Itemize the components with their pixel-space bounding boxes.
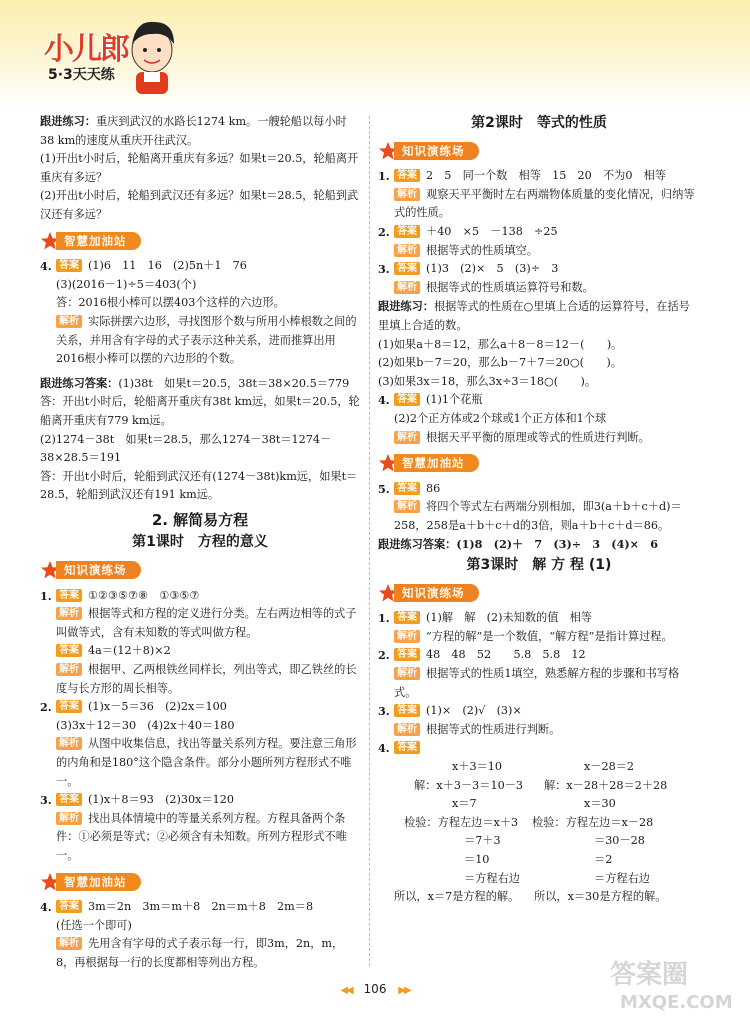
logo-title: 小儿郎 [44,32,128,67]
left-column [40,112,360,973]
eq-line: x＝30 [584,797,616,811]
practice-head: 跟进练习： [378,299,434,314]
eq-line: ＝方程右边 [594,871,650,885]
practice-q1: (1)开出t小时后，轮船离开重庆有多远？如果t＝20.5，轮船离开重庆有多远？ [40,152,359,184]
analysis-text: 实际拼摆六边形，寻找图形个数与所用小棒根数之间的关系，并用含有字母的式子表示这种关系，进而推算出用2016根小棒可以摆的六边形的个数。 [56,314,357,366]
eq-line: 所以，x＝30是方程的解。 [534,890,667,904]
answer-text: (1)x－5＝36 (2)2x＝100 [88,700,227,714]
answer-text: (1)6 11 16 (2)5n＋1 76 [88,259,247,273]
answer-text: ①②③⑤⑦⑧ ①③⑤⑦ [88,588,200,602]
analysis-text: 找出具体情境中的等量关系列方程。方程具备两个条件：①必须是等式；②必须含有未知数。所列方程形式不唯一。 [56,811,347,862]
practice-q2: (2)开出t小时后，轮船到武汉还有多远？如果t＝28.5，轮船到武汉还有多远？ [40,189,359,221]
unit-title: 2. 解简易方程 [151,510,249,529]
answer-text: (1)x＋8＝93 (2)30x＝120 [88,793,235,807]
watermark-logo: 答案圈 [610,960,689,990]
item-2 [40,698,360,791]
practice-head: 跟进练习： [40,114,96,128]
answer-tag: 答案 [394,393,420,406]
mascot-boy-icon [122,12,182,97]
analysis-tag: 解析 [56,315,82,328]
practice-q1: (1)如果a＋8＝12，那么a＋8－8＝12－( )。 [378,337,623,351]
analysis-tag: 解析 [56,812,82,825]
analysis-tag: 解析 [394,630,420,643]
analysis-tag: 解析 [56,737,82,750]
arrow-right-icon: ▶▶ [398,985,410,996]
analysis-text: “方程的解”是一个数值，“解方程”是指计算过程。 [426,629,673,643]
question-number: 2. [378,224,390,239]
analysis-tag: 解析 [394,188,420,201]
banner-knowledge-3 [378,583,479,603]
answer-tag: 答案 [56,589,82,602]
answer-text: (1)1个花瓶 [426,393,483,407]
question-number: 2. [40,700,52,715]
answer-tag: 答案 [394,482,420,495]
practice-answer-text: 答：开出t小时后，轮船到武汉还有(1274－38t)km远，如果t＝28.5，轮船到武汉还有191 km远。 [40,469,358,502]
banner-wisdom-2 [40,872,141,892]
answer-text: (3)(2016－1)÷5＝403(个) [56,277,197,291]
question-number: 3. [378,262,390,277]
banner-knowledge-2 [378,141,479,161]
analysis-text: 根据甲、乙两根铁丝同样长，列出等式，即乙铁丝的长度与长方形的周长相等。 [56,663,357,695]
analysis-tag: 解析 [56,663,82,676]
banner-label: 知识演练场 [394,584,479,602]
analysis-tag: 解析 [394,244,420,257]
practice-text: 根据等式的性质在○里填上合适的运算符号，在括号里填上合适的数。 [378,300,690,332]
question-5 [378,480,700,536]
question-number: 1. [378,611,390,626]
equation-solutions [378,758,700,907]
lesson-title: 第1课时 方程的意义 [132,534,268,551]
eq-line: x－28＝2 [584,760,635,773]
analysis-text: 根据等式和方程的定义进行分类。左右两边相等的式子叫做等式，含有未知数的等式叫做方程。 [56,607,357,639]
equation-right [532,758,684,907]
practice-text: 重庆到武汉的水路长1274 km。一艘轮船以每小时38 km的速度从重庆开往武汉。 [40,115,347,147]
answer-tag: 答案 [394,262,420,275]
practice-answer-text: (1)38t 如果t＝20.5，38t＝38×20.5＝779 答：开出t小时后，轮船离开重庆有38t km远，如果t＝20.5，轮船离开重庆有779 km远。 [40,376,361,427]
answer-text: (1)× (2)√ (3)× [426,704,522,718]
practice-q2: (2)如果b－7＝20，那么b－7＋7＝20○( )。 [378,356,622,370]
eq-line: ＝7＋3 [464,834,501,848]
analysis-tag: 解析 [394,723,420,736]
answer-text: 4a＝(12＋8)×2 [88,644,171,658]
answer-text: ＋40 ×5 －138 ÷25 [426,224,558,238]
question-number: 4. [40,900,52,915]
practice-q3: (3)如果3x＝18，那么3x÷3＝18○( )。 [378,374,597,388]
answer-text: 86 [426,481,441,495]
item-1b [378,609,700,646]
analysis-text: 根据天平平衡的原理或等式的性质进行判断。 [426,430,650,444]
analysis-tag: 解析 [394,281,420,294]
practice-answer-text: (2)1274－38t 如果t＝28.5，那么1274－38t＝1274－38×28.5＝191 [40,432,332,465]
arrow-left-icon: ◀◀ [340,985,352,996]
answer-text: 48 48 52 5.8 5.8 12 [426,648,586,662]
answer-text: 2 5 同一个数 相等 15 20 不为0 相等 [426,169,667,183]
banner-knowledge-1 [40,560,141,580]
eq-line: ＝方程右边 [464,871,520,885]
question-4 [378,391,700,447]
question-4 [40,257,360,369]
question-number: 4. [40,259,52,274]
practice-answer: 跟进练习答案：(1)8 (2)＋ 7 (3)÷ 3 (4)× 6 [378,537,658,552]
item-2b [378,646,700,702]
logo-subtitle: 5·3天天练 [48,67,115,83]
eq-line: x＋3＝10 [452,760,503,773]
banner-wisdom-3 [378,453,479,473]
analysis-text: 将四个等式左右两端分别相加，即3(a＋b＋c＋d)＝258，258是a＋b＋c＋d的3倍，则a＋b＋c＋d＝86。 [394,500,682,532]
question-number: 3. [378,704,390,719]
answer-tag: 答案 [394,704,420,717]
eq-line: 解：x－28＋28＝2＋28 [544,778,668,792]
answer-tag: 答案 [394,169,420,182]
answer-tag: 答案 [56,900,82,913]
watermark-url: MXQE.COM [620,992,733,1013]
lesson-title: 第2课时 等式的性质 [471,115,607,131]
banner-label: 智慧加油站 [56,873,141,891]
lesson-title: 第3课时 解 方 程 (1) [466,557,612,574]
eq-line: ＝30－28 [594,834,645,848]
answer-tag: 答案 [56,644,82,657]
answer-text: (1)3 (2)× 5 (3)÷ 3 [426,262,559,276]
column-divider [369,116,370,966]
eq-line: 所以，x＝7是方程的解。 [394,890,520,904]
answer-text: (任选一个即可) [56,918,132,932]
eq-line: ＝2 [594,852,613,866]
item-1 [378,167,700,223]
analysis-tag: 解析 [56,607,82,620]
eq-line: 解：x＋3－3＝10－3 [414,778,524,792]
banner-label: 知识演练场 [394,142,479,160]
analysis-tag: 解析 [394,500,420,513]
analysis-text: 从图中收集信息，找出等量关系列方程。要注意三角形的内角和是180°这个隐含条件。部分小题所列方程形式不唯一。 [56,737,357,788]
brand-logo [44,22,174,102]
answer-tag: 答案 [56,793,82,806]
banner-label: 知识演练场 [56,561,141,579]
analysis-text: 先用含有字母的式子表示每一行，即3m，2n，m，8，再根据每一行的长度都相等列出方程。 [56,937,344,969]
page-number: 106 [363,982,387,996]
practice-question [40,112,360,150]
item-3b [378,702,700,739]
banner-label: 智慧加油站 [394,454,479,472]
analysis-tag: 解析 [394,667,420,680]
question-number: 5. [378,481,390,496]
analysis-text: 根据等式的性质填空。 [426,243,538,257]
answer-tag: 答案 [394,611,420,624]
answer-tag: 答案 [56,700,82,713]
answer-text: 3m＝2n 3m＝m＋8 2n＝m＋8 2m＝8 [88,900,314,914]
item-2 [378,223,700,260]
answer-tag: 答案 [394,648,420,661]
right-column [378,112,700,907]
answer-text: (1)解 解 (2)未知数的值 相等 [426,611,592,625]
practice-answer-head: 跟进练习答案： [40,375,119,390]
analysis-tag: 解析 [394,431,420,444]
question-number: 4. [378,741,390,756]
banner-wisdom-1 [40,231,141,251]
answer-tag: 答案 [394,741,420,754]
question-number: 4. [378,393,390,408]
question-number: 1. [378,169,390,184]
equation-left [394,758,544,907]
eq-line: x＝7 [452,797,477,811]
eq-line: 检验：方程左边＝x－28 [532,815,654,829]
analysis-text: 根据等式的性质1填空，熟悉解方程的步骤和书写格式。 [394,667,680,699]
item-3 [40,791,360,865]
question-number: 2. [378,648,390,663]
answer-text: (3)3x＋12＝30 (4)2x＋40＝180 [56,718,235,732]
question-4b [40,898,360,972]
analysis-text: 根据等式的性质进行判断。 [426,722,561,736]
item-4b [378,739,700,758]
answer-text: (2)2个正方体或2个球或1个正方体和1个球 [394,411,607,425]
answer-text: 答：2016根小棒可以摆403个这样的六边形。 [56,296,285,310]
item-1 [40,587,360,699]
analysis-text: 观察天平平衡时左右两端物体质量的变化情况，归纳等式的性质。 [394,187,695,220]
eq-line: ＝10 [464,852,490,866]
answer-tag: 答案 [56,259,82,272]
answer-tag: 答案 [394,225,420,238]
item-3 [378,260,700,297]
analysis-text: 根据等式的性质填运算符号和数。 [426,280,594,294]
question-number: 3. [40,793,52,808]
eq-line: 检验：方程左边＝x＋3 [404,815,519,829]
banner-label: 智慧加油站 [56,232,141,250]
analysis-tag: 解析 [56,937,82,950]
question-number: 1. [40,588,52,603]
